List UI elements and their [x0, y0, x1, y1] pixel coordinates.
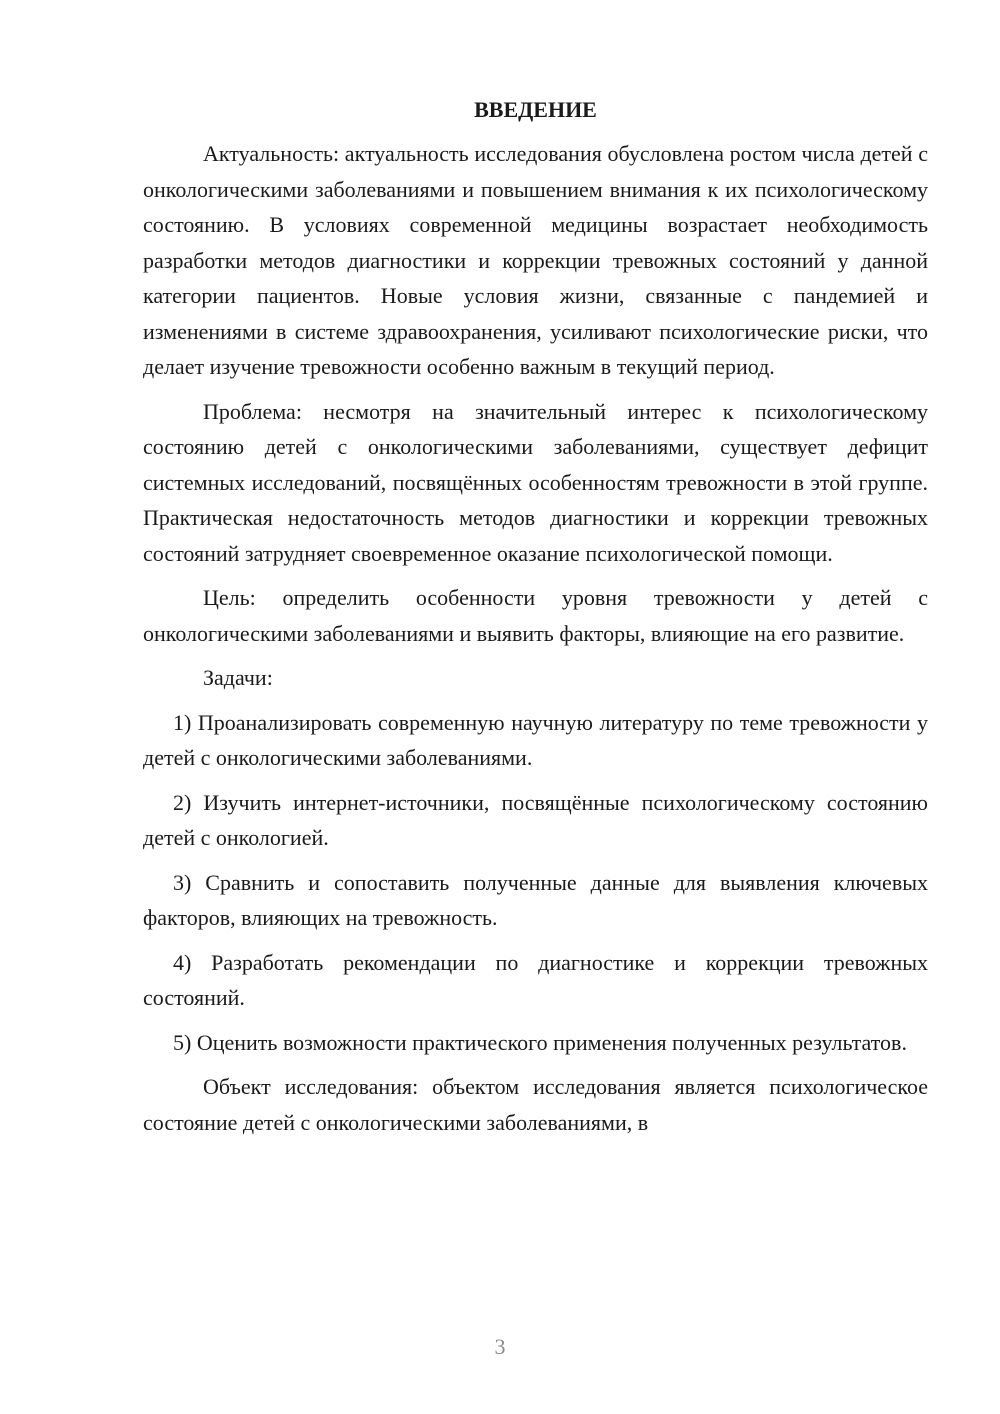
section-heading: ВВЕДЕНИЕ — [474, 97, 597, 122]
task-item-4: 4) Разработать рекомендации по диагностике и коррекции тревожных состояний. — [143, 949, 928, 1010]
page-number: 3 — [494, 1334, 506, 1359]
paragraph-object: Объект исследования: объектом исследования является психологическое состояние детей с онкологическими заболеваниями, в — [143, 1074, 928, 1135]
paragraph-problem: Проблема: несмотря на значительный интерес к психологическому состоянию детей с онкологическими заболеваниями, существует дефицит системных исследований, посвящённых особенностям тревожности в этой группе. Практическая недостаточность методов диагностики и коррекции тревожных состояний затрудняет своевременное оказание психологической помощи. — [143, 398, 928, 566]
document-page — [143, 92, 928, 1149]
task-item-5: 5) Оценить возможности практического применения полученных результатов. — [173, 1029, 907, 1055]
task-item-1: 1) Проанализировать современную научную литературу по теме тревожности у детей с онкологическими заболеваниями. — [143, 709, 928, 770]
task-item-2: 2) Изучить интернет-источники, посвящённые психологическому состоянию детей с онкологией. — [143, 789, 928, 850]
paragraph-goal: Цель: определить особенности уровня тревожности у детей с онкологическими заболеваниями и выявить факторы, влияющие на его развитие. — [143, 585, 928, 646]
task-item-3: 3) Сравнить и сопоставить полученные данные для выявления ключевых факторов, влияющих на тревожность. — [143, 869, 928, 930]
paragraph-relevance: Актуальность: актуальность исследования обусловлена ростом числа детей с онкологическими заболеваниями и повышением внимания к их психологическому состоянию. В условиях современной медицины возрастает необходимость разработки методов диагностики и коррекции тревожных состояний у данной категории пациентов. Новые условия жизни, связанные с пандемией и изменениями в системе здравоохранения, усиливают психологические риски, что делает изучение тревожности особенно важным в текущий период. — [143, 141, 928, 379]
tasks-label: Задачи: — [203, 665, 273, 690]
